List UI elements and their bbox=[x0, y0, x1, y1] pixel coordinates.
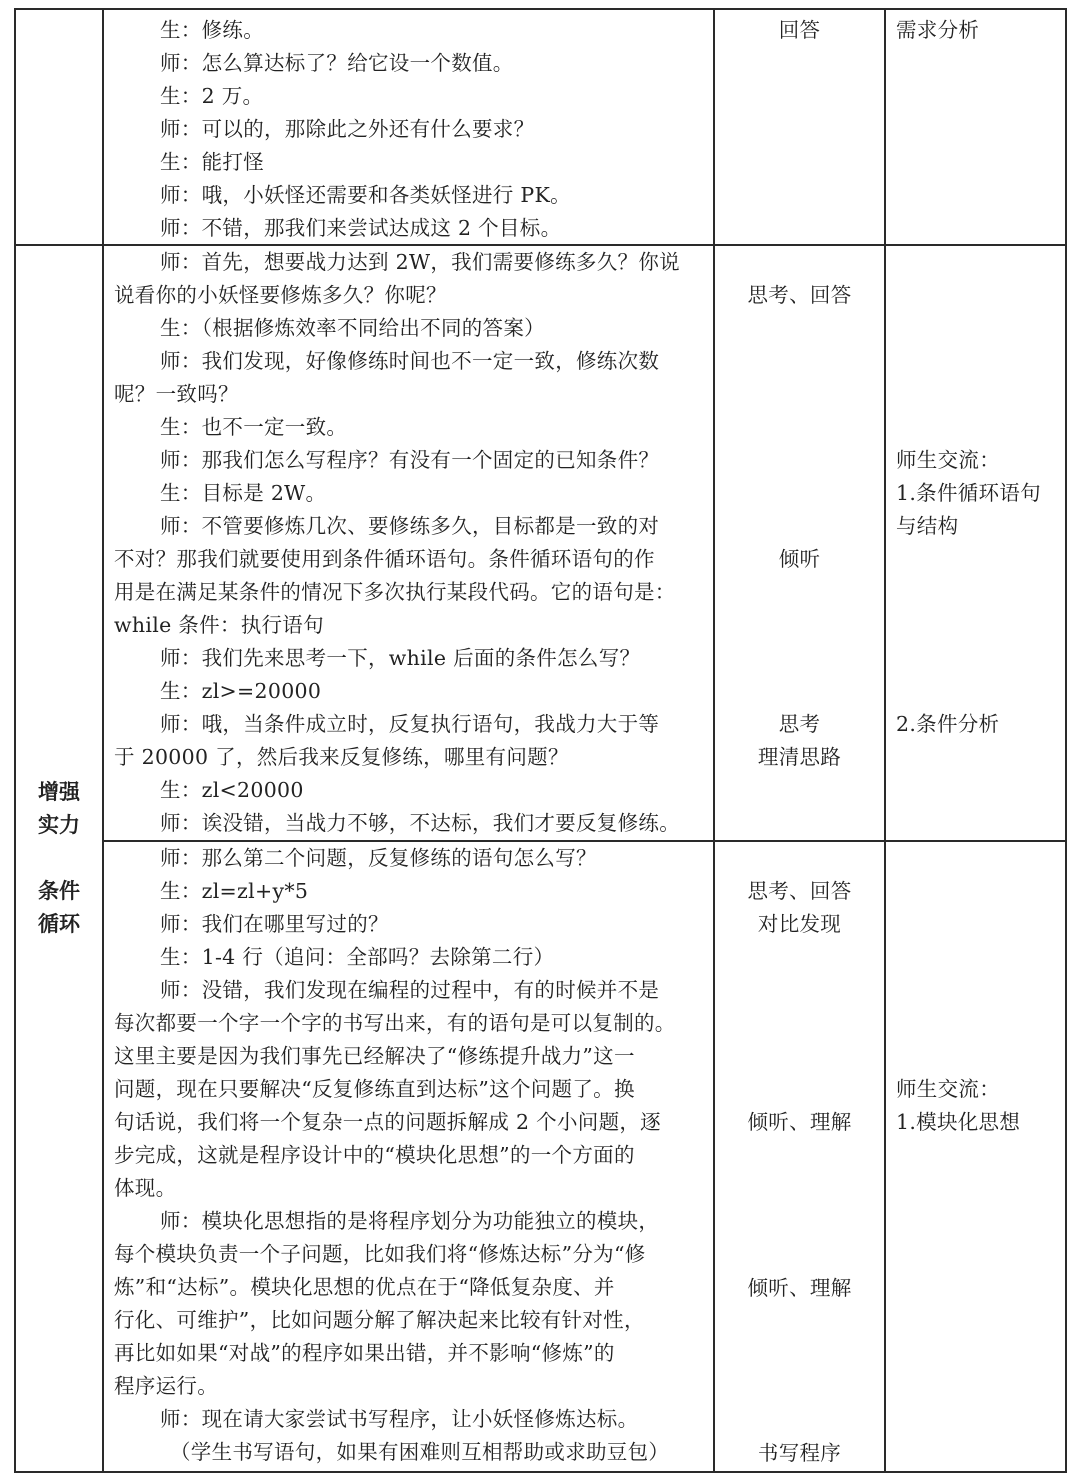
dialogue-line: 步完成，这就是程序设计中的“模块化思想”的一个方面的 bbox=[114, 1143, 635, 1167]
dialogue-line: 生：zl>=20000 bbox=[160, 679, 322, 703]
dialogue-line: 体现。 bbox=[114, 1176, 177, 1200]
dialogue-line: 师：那么第二个问题，反复修练的语句怎么写？ bbox=[160, 846, 597, 870]
dialogue-line: 师：首先，想要战力达到 2W，我们需要修练多久？你说 bbox=[160, 250, 680, 274]
dialogue-line: 行化、可维护”，比如问题分解了解决起来比较有针对性， bbox=[114, 1308, 645, 1332]
dialogue-line: 师：我们先来思考一下，while 后面的条件怎么写？ bbox=[160, 646, 641, 670]
dialogue-line: 生：1-4 行（追问：全部吗？去除第二行） bbox=[160, 945, 555, 969]
dialogue-line: 生：目标是 2W。 bbox=[160, 481, 327, 505]
design-intent-line: 师生交流： bbox=[896, 1077, 1000, 1101]
student-activity: 思考、回答 bbox=[747, 879, 852, 903]
student-activity: 书写程序 bbox=[757, 1441, 842, 1465]
student-activity: 对比发现 bbox=[757, 912, 842, 936]
student-activity: 理清思路 bbox=[757, 745, 842, 769]
row-2-dialogue bbox=[114, 246, 709, 840]
stage-line: 条件 bbox=[38, 878, 80, 903]
student-activity: 倾听 bbox=[778, 547, 821, 571]
table-border-right bbox=[1065, 8, 1067, 1473]
dialogue-line: 师：哦，当条件成立时，反复执行语句，我战力大于等 bbox=[160, 712, 660, 736]
stage-line bbox=[16, 841, 102, 874]
student-activity: 回答 bbox=[778, 18, 821, 42]
dialogue-line: 师：模块化思想指的是将程序划分为功能独立的模块， bbox=[160, 1209, 660, 1233]
design-intent-line: 1.条件循环语句 bbox=[896, 481, 1041, 505]
dialogue-line: 每个模块负责一个子问题，比如我们将“修炼达标”分为“修 bbox=[114, 1242, 646, 1266]
column-divider-3 bbox=[884, 8, 886, 1473]
dialogue-line: 师：那我们怎么写程序？有没有一个固定的已知条件？ bbox=[160, 448, 660, 472]
dialogue-line: 用是在满足某条件的情况下多次执行某段代码。它的语句是： bbox=[114, 580, 676, 604]
dialogue-line: 每次都要一个字一个字的书写出来，有的语句是可以复制的。 bbox=[114, 1011, 676, 1035]
dialogue-line: 师：不错，那我们来尝试达成这 2 个目标。 bbox=[160, 216, 562, 240]
dialogue-line: 生：2 万。 bbox=[160, 84, 264, 108]
dialogue-line: 师：我们在哪里写过的？ bbox=[160, 912, 389, 936]
dialogue-line: （学生书写语句，如果有困难则互相帮助或求助豆包） bbox=[170, 1440, 670, 1464]
dialogue-line: 程序运行。 bbox=[114, 1374, 218, 1398]
dialogue-line: 生：zl<20000 bbox=[160, 778, 304, 802]
table-border-top bbox=[14, 8, 1067, 10]
dialogue-line: 这里主要是因为我们事先已经解决了“修练提升战力”这一 bbox=[114, 1044, 635, 1068]
dialogue-line: 生：zl=zl+y*5 bbox=[160, 879, 309, 903]
design-intent: 2.条件分析 bbox=[896, 712, 1000, 736]
row-3-dialogue bbox=[114, 842, 709, 1469]
student-activity: 思考、回答 bbox=[747, 283, 852, 307]
dialogue-line: 说看你的小妖怪要修炼多久？你呢？ bbox=[114, 283, 447, 307]
stage-line: 增强 bbox=[38, 779, 80, 804]
stage-line: 实力 bbox=[38, 812, 80, 837]
dialogue-line: 再比如如果“对战”的程序如果出错，并不影响“修炼”的 bbox=[114, 1341, 615, 1365]
dialogue-line: 师：可以的，那除此之外还有什么要求？ bbox=[160, 117, 535, 141]
dialogue-line: 生：修练。 bbox=[160, 18, 264, 42]
dialogue-line: 呢？一致吗？ bbox=[114, 382, 239, 406]
design-intent: 需求分析 bbox=[896, 18, 980, 42]
dialogue-line: 生：能打怪 bbox=[160, 150, 264, 174]
dialogue-line: 生：也不一定一致。 bbox=[160, 415, 348, 439]
design-intent bbox=[896, 1073, 1064, 1139]
design-intent-line: 1.模块化思想 bbox=[896, 1110, 1021, 1134]
dialogue-line: 师：我们发现，好像修练时间也不一定一致，修练次数 bbox=[160, 349, 660, 373]
dialogue-line: 师：怎么算达标了？给它设一个数值。 bbox=[160, 51, 514, 75]
dialogue-line: 于 20000 了，然后我来反复修练，哪里有问题？ bbox=[114, 745, 569, 769]
dialogue-line: 师：哦，小妖怪还需要和各类妖怪进行 PK。 bbox=[160, 183, 571, 207]
student-activity: 倾听、理解 bbox=[747, 1276, 852, 1300]
dialogue-line: 句话说，我们将一个复杂一点的问题拆解成 2 个小问题，逐 bbox=[114, 1110, 661, 1134]
design-intent-line: 与结构 bbox=[896, 514, 959, 538]
dialogue-line: 炼”和“达标”。模块化思想的优点在于“降低复杂度、并 bbox=[114, 1275, 615, 1299]
dialogue-line: 问题，现在只要解决“反复修练直到达标”这个问题了。换 bbox=[114, 1077, 635, 1101]
student-activity: 倾听、理解 bbox=[747, 1110, 852, 1134]
design-intent bbox=[896, 444, 1064, 543]
dialogue-line: 不对？那我们就要使用到条件循环语句。条件循环语句的作 bbox=[114, 547, 655, 571]
dialogue-line: while 条件：执行语句 bbox=[114, 613, 324, 637]
dialogue-line: 师：没错，我们发现在编程的过程中，有的时候并不是 bbox=[160, 978, 660, 1002]
table-border-left bbox=[14, 8, 16, 1473]
design-intent-line: 师生交流： bbox=[896, 448, 1000, 472]
row-1-dialogue bbox=[114, 14, 709, 245]
stage-label bbox=[16, 775, 102, 940]
column-divider-1 bbox=[102, 8, 104, 1473]
dialogue-line: 师：不管要修炼几次、要修练多久，目标都是一致的对 bbox=[160, 514, 660, 538]
stage-line: 循环 bbox=[38, 911, 80, 936]
dialogue-line: 师：现在请大家尝试书写程序，让小妖怪修炼达标。 bbox=[160, 1407, 639, 1431]
table-border-bottom bbox=[14, 1471, 1067, 1473]
dialogue-line: 师：诶没错，当战力不够，不达标，我们才要反复修练。 bbox=[160, 811, 680, 835]
student-activity: 思考 bbox=[778, 712, 821, 736]
dialogue-line: 生：（根据修炼效率不同给出不同的答案） bbox=[160, 316, 545, 340]
